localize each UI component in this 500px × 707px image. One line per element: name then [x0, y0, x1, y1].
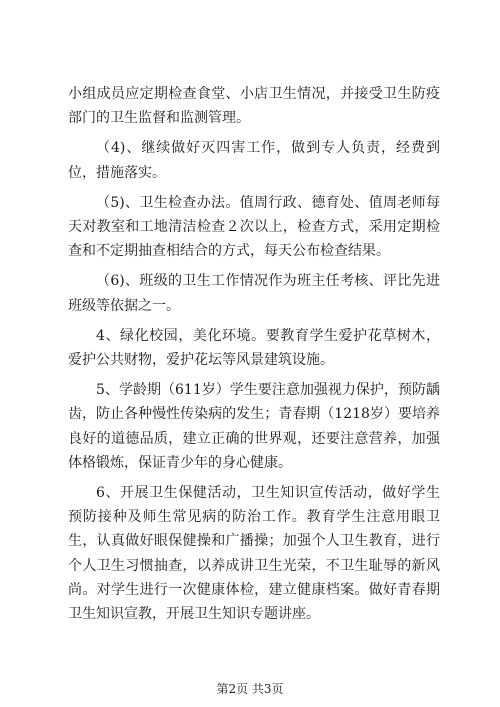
document-body	[68, 82, 440, 632]
paragraph-item-6: （6)、班级的卫生工作情况作为班主任考核、评比先进班级等依据之一。	[68, 273, 440, 314]
paragraph-item-5: （5)、卫生检查办法。值周行政、德育处、值周老师每天对教室和工地清洁检查２次以上，检查方式，采用定期检查和不定期抽查相结合的方式，每天公布检查结果。	[68, 194, 440, 260]
page-footer: 第2页 共3页	[216, 682, 284, 696]
paragraph-greening: 4、绿化校园，美化环境。要教育学生爱护花草树木，爱护公共财物，爱护花坛等风景建筑设施。	[68, 327, 440, 369]
paragraph-continuation: 小组成员应定期检查食堂、小店卫生情况，并接受卫生防疫部门的卫生监督和监测管理。	[68, 86, 440, 127]
paragraph-school-age-health: 5、学龄期（611岁）学生要注意加强视力保护，预防龋齿，防止各种慢性传染病的发生；青春期（1218岁）要培养良好的道德品质，建立正确的世界观，还要注意营养，加强体格锻炼，保证青少年的身心健康。	[68, 382, 440, 471]
paragraph-item-4: （4)、继续做好灭四害工作，做到专人负责，经费到位，措施落实。	[68, 140, 440, 181]
paragraph-health-activities: 6、开展卫生保健活动，卫生知识宣传活动，做好学生预防接种及师生常见病的防治工作。教育学生注意用眼卫生，认真做好眼保健操和广播操；加强个人卫生教育，进行个人卫生习惯抽查，以养成讲卫生光荣，不卫生耻辱的新风尚。对学生进行一次健康体检，建立健康档案。做好青春期卫生知识宣教，开展卫生知识专题讲座。	[68, 485, 440, 623]
